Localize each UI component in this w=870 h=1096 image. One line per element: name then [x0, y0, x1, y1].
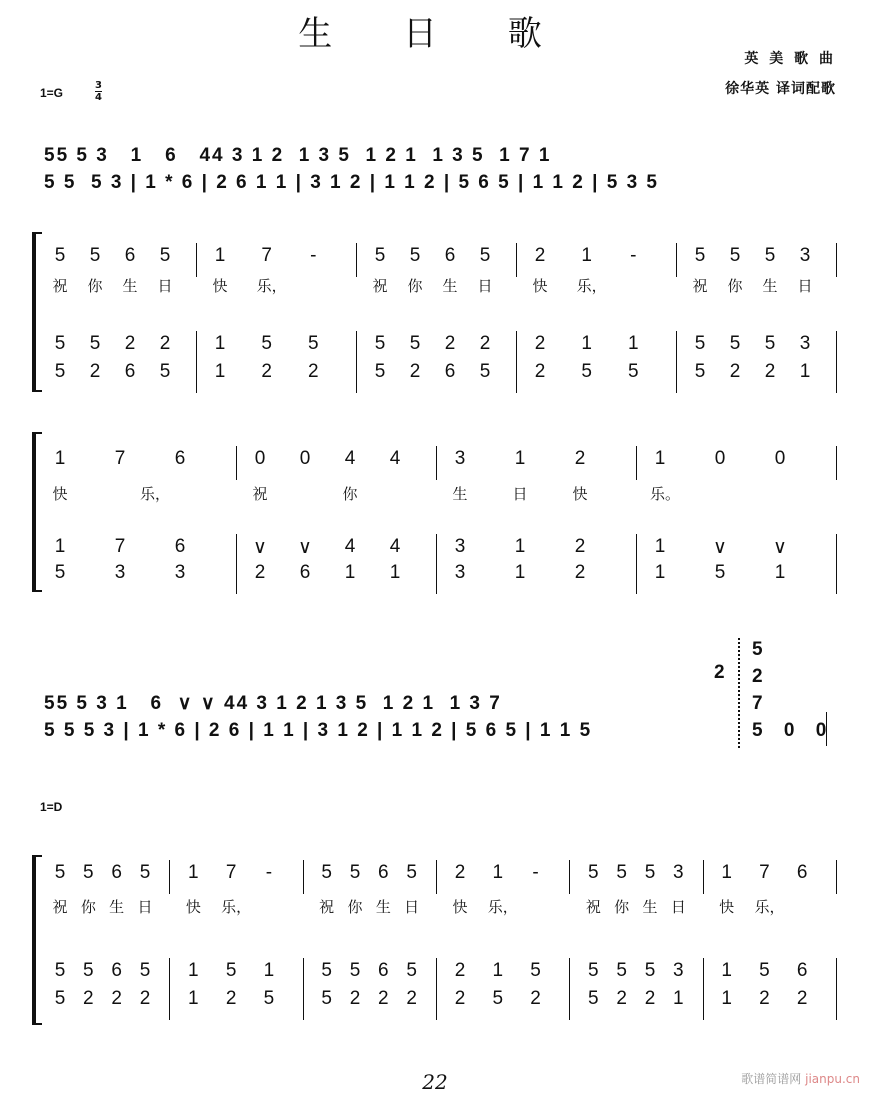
- barline: [516, 243, 517, 277]
- watermark-url: jianpu.cn: [805, 1072, 860, 1086]
- note: 1: [188, 862, 199, 883]
- note: 1: [344, 562, 356, 583]
- note: 5: [764, 245, 776, 266]
- note: 2: [254, 562, 266, 583]
- note: 5: [263, 988, 275, 1009]
- note: ∨: [773, 537, 787, 558]
- note: 5: [588, 960, 599, 981]
- note: 7: [225, 862, 237, 883]
- lyric: 日: [477, 277, 493, 295]
- note: 1: [581, 333, 592, 354]
- note: 5: [729, 333, 741, 354]
- note: 5: [308, 333, 319, 354]
- note: 1: [188, 960, 199, 981]
- note: 6: [174, 448, 186, 469]
- lyric: 日: [797, 277, 813, 295]
- note: 1: [492, 960, 504, 981]
- note: 5: [406, 862, 417, 883]
- note: 2: [454, 960, 466, 981]
- note: 1: [581, 245, 592, 266]
- note: 5: [139, 862, 151, 883]
- note: 2: [261, 361, 272, 382]
- lyric: 乐，: [487, 898, 518, 916]
- accompaniment-lower: [40, 988, 840, 1018]
- note: ∨: [253, 537, 267, 558]
- note: 6: [378, 862, 389, 883]
- note: 0: [714, 448, 726, 469]
- note: -: [532, 862, 539, 883]
- note: 5: [83, 862, 94, 883]
- note: 6: [111, 862, 122, 883]
- note: 2: [349, 988, 361, 1009]
- note: 5: [54, 361, 66, 382]
- note: 0: [774, 448, 786, 469]
- lyric: 快: [452, 898, 468, 916]
- accompaniment-lower: [40, 562, 840, 592]
- lyric: 乐，: [754, 898, 785, 916]
- page-title: 生 日 歌: [298, 14, 572, 54]
- key-signature-g: 1=G: [40, 86, 64, 100]
- note: 1: [492, 862, 504, 883]
- note: 1: [774, 562, 786, 583]
- note: 2: [89, 361, 101, 382]
- note: 3: [454, 562, 466, 583]
- note: 5: [349, 862, 361, 883]
- note: 1: [654, 448, 666, 469]
- note: 4: [344, 536, 356, 557]
- melody-line: [40, 448, 840, 478]
- barline: [703, 986, 704, 1020]
- barline: [356, 243, 357, 277]
- note: 6: [796, 960, 808, 981]
- melody-line: [40, 862, 840, 892]
- accompaniment-upper: [40, 333, 840, 363]
- lyric: 快: [185, 898, 201, 916]
- note: 1: [673, 988, 684, 1009]
- note: 2: [83, 988, 94, 1009]
- note: 3: [673, 960, 684, 981]
- note: 5: [616, 862, 627, 883]
- arpeggio-mark: [738, 638, 740, 748]
- note: 1: [214, 361, 226, 382]
- note: 2: [159, 333, 171, 354]
- lyric: 快: [719, 898, 735, 916]
- accompaniment-lower: [40, 361, 840, 391]
- note: 1: [721, 862, 732, 883]
- lyric: 你: [407, 277, 423, 295]
- barline: [356, 359, 357, 393]
- barline: [826, 712, 827, 746]
- note: 1: [54, 448, 66, 469]
- note: 5: [321, 988, 332, 1009]
- chord-note: 5: [752, 639, 763, 660]
- note: 2: [409, 361, 421, 382]
- note: 6: [444, 361, 456, 382]
- note: 0: [254, 448, 266, 469]
- note: 5: [406, 960, 417, 981]
- note: 2: [616, 988, 627, 1009]
- lyric: 生: [109, 898, 125, 916]
- note: 5: [581, 361, 592, 382]
- note: 5: [409, 245, 421, 266]
- lyric: 日: [404, 898, 420, 916]
- note: 5: [89, 245, 101, 266]
- note: 3: [799, 245, 811, 266]
- lyrics-line: [40, 483, 840, 505]
- note: 2: [574, 448, 586, 469]
- note: -: [630, 245, 637, 266]
- lyric: 快: [212, 277, 228, 295]
- note: 5: [54, 245, 66, 266]
- lyric: 快: [532, 277, 548, 295]
- note: 5: [616, 960, 627, 981]
- note: 7: [759, 862, 770, 883]
- note: 5: [644, 862, 656, 883]
- note: 6: [796, 862, 808, 883]
- note: 2: [796, 988, 808, 1009]
- note: -: [265, 862, 273, 883]
- lyrics-line: [40, 896, 840, 918]
- barline: [196, 243, 197, 277]
- note: 2: [574, 536, 586, 557]
- note: 2: [534, 333, 546, 354]
- note: 5: [694, 245, 706, 266]
- note: 2: [764, 361, 776, 382]
- barline: [636, 560, 637, 594]
- note: 5: [714, 562, 726, 583]
- lyric: 你: [347, 898, 363, 916]
- barline: [516, 359, 517, 393]
- barline: [836, 986, 837, 1020]
- note: 2: [574, 562, 586, 583]
- note: 7: [261, 245, 272, 266]
- lyric: 乐，: [221, 898, 252, 916]
- chord-note: 7: [752, 693, 763, 714]
- lyric: 你: [614, 898, 630, 916]
- lyric: 你: [87, 277, 103, 295]
- note: 5: [588, 988, 599, 1009]
- note: 5: [374, 333, 386, 354]
- barline: [836, 446, 837, 480]
- note: 1: [654, 536, 666, 557]
- barline: [196, 359, 197, 393]
- note: 4: [344, 448, 356, 469]
- note: 4: [389, 536, 401, 557]
- note: 5: [644, 960, 656, 981]
- barline: [303, 986, 304, 1020]
- watermark: [741, 1070, 860, 1087]
- lyric: 你: [342, 485, 358, 503]
- note: 5: [588, 862, 599, 883]
- melody-line: [40, 245, 840, 275]
- note: 5: [89, 333, 101, 354]
- lyric: 乐，: [140, 485, 171, 503]
- key-signature-d: 1=D: [40, 800, 63, 814]
- barline: [436, 446, 437, 480]
- note: 5: [54, 988, 66, 1009]
- chord-note: 2: [752, 666, 763, 687]
- note: 5: [479, 245, 491, 266]
- note: 2: [406, 988, 417, 1009]
- note: 5: [159, 361, 171, 382]
- note: 6: [378, 960, 389, 981]
- note: 5: [694, 361, 706, 382]
- accompaniment-upper: [40, 960, 840, 990]
- barline: [836, 359, 837, 393]
- note: 5: [225, 960, 237, 981]
- note: 5: [321, 862, 332, 883]
- note: ∨: [713, 537, 727, 558]
- time-num: 3: [95, 80, 102, 91]
- lyric: 日: [512, 485, 528, 503]
- barline: [569, 986, 570, 1020]
- note: 5: [729, 245, 741, 266]
- note: 1: [514, 448, 526, 469]
- barline: [436, 986, 437, 1020]
- note: 5: [764, 333, 776, 354]
- note: 2: [308, 361, 319, 382]
- note: 5: [321, 960, 332, 981]
- note: 7: [114, 448, 126, 469]
- lyric: 你: [727, 277, 743, 295]
- note: 2: [124, 333, 136, 354]
- barline: [436, 860, 437, 894]
- lyric: 快: [52, 485, 68, 503]
- note: 2: [444, 333, 456, 354]
- barline: [169, 986, 170, 1020]
- note: 6: [444, 245, 456, 266]
- time-den: 4: [95, 92, 102, 103]
- note: 3: [454, 448, 466, 469]
- note: 5: [492, 988, 504, 1009]
- note: 2: [111, 988, 122, 1009]
- note: 2: [454, 988, 466, 1009]
- note: 1: [721, 988, 732, 1009]
- reprise-upper: 55 5 3 1 6 ∨ ∨ 44 3 1 2 1 3 5 1 2 1 1 3 7: [44, 693, 502, 714]
- note: 6: [111, 960, 122, 981]
- note: 2: [139, 988, 151, 1009]
- note: 5: [374, 361, 386, 382]
- barline: [703, 860, 704, 894]
- note: 5: [54, 333, 66, 354]
- note: 2: [225, 988, 237, 1009]
- lyrics-line: [40, 275, 840, 297]
- note: 1: [514, 536, 526, 557]
- lyric: 祝: [585, 898, 601, 916]
- note: 6: [124, 245, 136, 266]
- lyric: 日: [157, 277, 173, 295]
- barline: [836, 560, 837, 594]
- note: 5: [759, 960, 770, 981]
- chord-note: 5 0 0: [752, 720, 835, 741]
- note: 5: [628, 361, 639, 382]
- note: 1: [514, 562, 526, 583]
- lyric: 祝: [252, 485, 268, 503]
- note: 6: [299, 562, 311, 583]
- barline: [836, 243, 837, 277]
- lyric: 快: [572, 485, 588, 503]
- lyric: 生: [122, 277, 138, 295]
- note: 2: [644, 988, 656, 1009]
- barline: [836, 860, 837, 894]
- lyric: 生: [642, 898, 658, 916]
- note: ∨: [298, 537, 312, 558]
- note: 1: [188, 988, 199, 1009]
- lyric: 乐，: [256, 277, 287, 295]
- watermark-text: 歌谱简谱网: [741, 1072, 802, 1086]
- note: 1: [721, 960, 732, 981]
- barline: [636, 446, 637, 480]
- lyric: 祝: [372, 277, 388, 295]
- note: 7: [114, 536, 126, 557]
- note: 1: [214, 245, 226, 266]
- note: 5: [409, 333, 421, 354]
- note: 5: [694, 333, 706, 354]
- note: 4: [389, 448, 401, 469]
- lyric: 日: [670, 898, 686, 916]
- lyric: 祝: [319, 898, 335, 916]
- final-chord: [752, 636, 834, 744]
- barline: [436, 560, 437, 594]
- note: 2: [479, 333, 491, 354]
- note: 2: [534, 361, 546, 382]
- note: 1: [263, 960, 275, 981]
- lyric: 你: [80, 898, 96, 916]
- note: 3: [673, 862, 684, 883]
- lyric: 乐，: [576, 277, 607, 295]
- note: 5: [530, 960, 541, 981]
- note: 2: [729, 361, 741, 382]
- note: 6: [174, 536, 186, 557]
- lyric: 祝: [52, 277, 68, 295]
- lyric: 生: [452, 485, 468, 503]
- lyric: 乐。: [650, 485, 681, 503]
- lyric: 生: [762, 277, 778, 295]
- note: 3: [799, 333, 811, 354]
- chord-note-left: 2: [714, 662, 725, 683]
- note: 0: [299, 448, 311, 469]
- note: 1: [54, 536, 66, 557]
- note: 5: [83, 960, 94, 981]
- barline: [676, 359, 677, 393]
- note: 5: [139, 960, 151, 981]
- note: 5: [159, 245, 171, 266]
- note: 3: [454, 536, 466, 557]
- barline: [236, 446, 237, 480]
- note: 5: [54, 960, 66, 981]
- note: 2: [454, 862, 466, 883]
- note: 3: [114, 562, 126, 583]
- barline: [676, 243, 677, 277]
- barline: [303, 860, 304, 894]
- note: 1: [389, 562, 401, 583]
- note: 2: [759, 988, 770, 1009]
- page-number: 22: [422, 1070, 448, 1094]
- barline: [236, 560, 237, 594]
- lyric: 日: [137, 898, 153, 916]
- note: 1: [654, 562, 666, 583]
- note: 3: [174, 562, 186, 583]
- note: 5: [479, 361, 491, 382]
- note: 2: [534, 245, 546, 266]
- lyric: 祝: [52, 898, 68, 916]
- note: -: [310, 245, 317, 266]
- lyric: 祝: [692, 277, 708, 295]
- lyric: 生: [375, 898, 391, 916]
- note: 6: [124, 361, 136, 382]
- barline: [169, 860, 170, 894]
- translator-credit: 徐华英 译词配歌: [725, 81, 836, 97]
- note: 2: [530, 988, 541, 1009]
- note: 5: [349, 960, 361, 981]
- note: 5: [54, 562, 66, 583]
- barline: [569, 860, 570, 894]
- note: 5: [374, 245, 386, 266]
- reprise-lower: 5 5 5 3 | 1 * 6 | 2 6 | 1 1 | 3 1 2 | 1 1 2 | 5 6 5 | 1 1 5: [44, 720, 593, 741]
- time-signature: [95, 80, 102, 103]
- intro-upper: 55 5 3 1 6 44 3 1 2 1 3 5 1 2 1 1 3 5 1 7 1: [44, 145, 552, 166]
- note: 1: [214, 333, 226, 354]
- note: 1: [628, 333, 639, 354]
- note: 1: [799, 361, 811, 382]
- composer-credit: 英 美 歌 曲: [744, 51, 836, 67]
- note: 5: [261, 333, 272, 354]
- intro-lower: 5 5 5 3 | 1 * 6 | 2 6 1 1 | 3 1 2 | 1 1 2 | 5 6 5 | 1 1 2 | 5 3 5: [44, 172, 659, 193]
- note: 2: [378, 988, 389, 1009]
- note: 5: [54, 862, 66, 883]
- lyric: 生: [442, 277, 458, 295]
